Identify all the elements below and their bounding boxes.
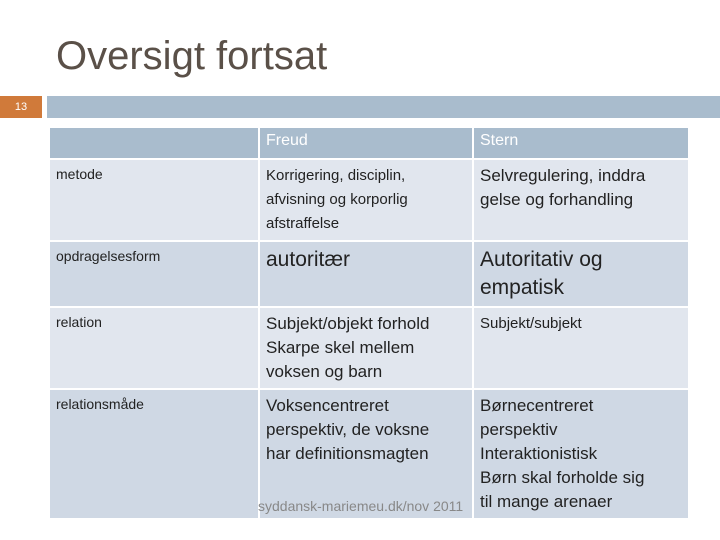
row-label: metode bbox=[50, 160, 258, 240]
freud-cell: autoritær bbox=[260, 242, 472, 306]
row-label: relationsmåde bbox=[50, 390, 258, 518]
stern-cell: Børnecentreret perspektiv Interaktionistisk Børn skal forholde sig til mange arenaer bbox=[474, 390, 688, 518]
table-row bbox=[50, 242, 688, 306]
table-row bbox=[50, 160, 688, 240]
footer-text: syddansk-mariemeu.dk/nov 2011 bbox=[258, 498, 464, 514]
comparison-table bbox=[48, 126, 690, 520]
stern-cell: Subjekt/subjekt bbox=[474, 308, 688, 388]
row-label: relation bbox=[50, 308, 258, 388]
title-rule bbox=[47, 96, 720, 118]
row-label: opdragelsesform bbox=[50, 242, 258, 306]
header-cell-freud: Freud bbox=[260, 128, 472, 158]
freud-cell: Korrigering, disciplin, afvisning og korporlig afstraffelse bbox=[260, 160, 472, 240]
slide-title: Oversigt fortsat bbox=[56, 34, 328, 78]
header-cell-empty bbox=[50, 128, 258, 158]
freud-cell: Subjekt/objekt forhold Skarpe skel mellem voksen og barn bbox=[260, 308, 472, 388]
slide-number: 13 bbox=[0, 96, 42, 118]
table-row bbox=[50, 308, 688, 388]
table-header-row bbox=[50, 128, 688, 158]
stern-cell: Selvregulering, inddra gelse og forhandling bbox=[474, 160, 688, 240]
freud-cell: Voksencentreret perspektiv, de voksne har definitionsmagten bbox=[260, 390, 472, 518]
header-cell-stern: Stern bbox=[474, 128, 688, 158]
stern-cell: Autoritativ og empatisk bbox=[474, 242, 688, 306]
